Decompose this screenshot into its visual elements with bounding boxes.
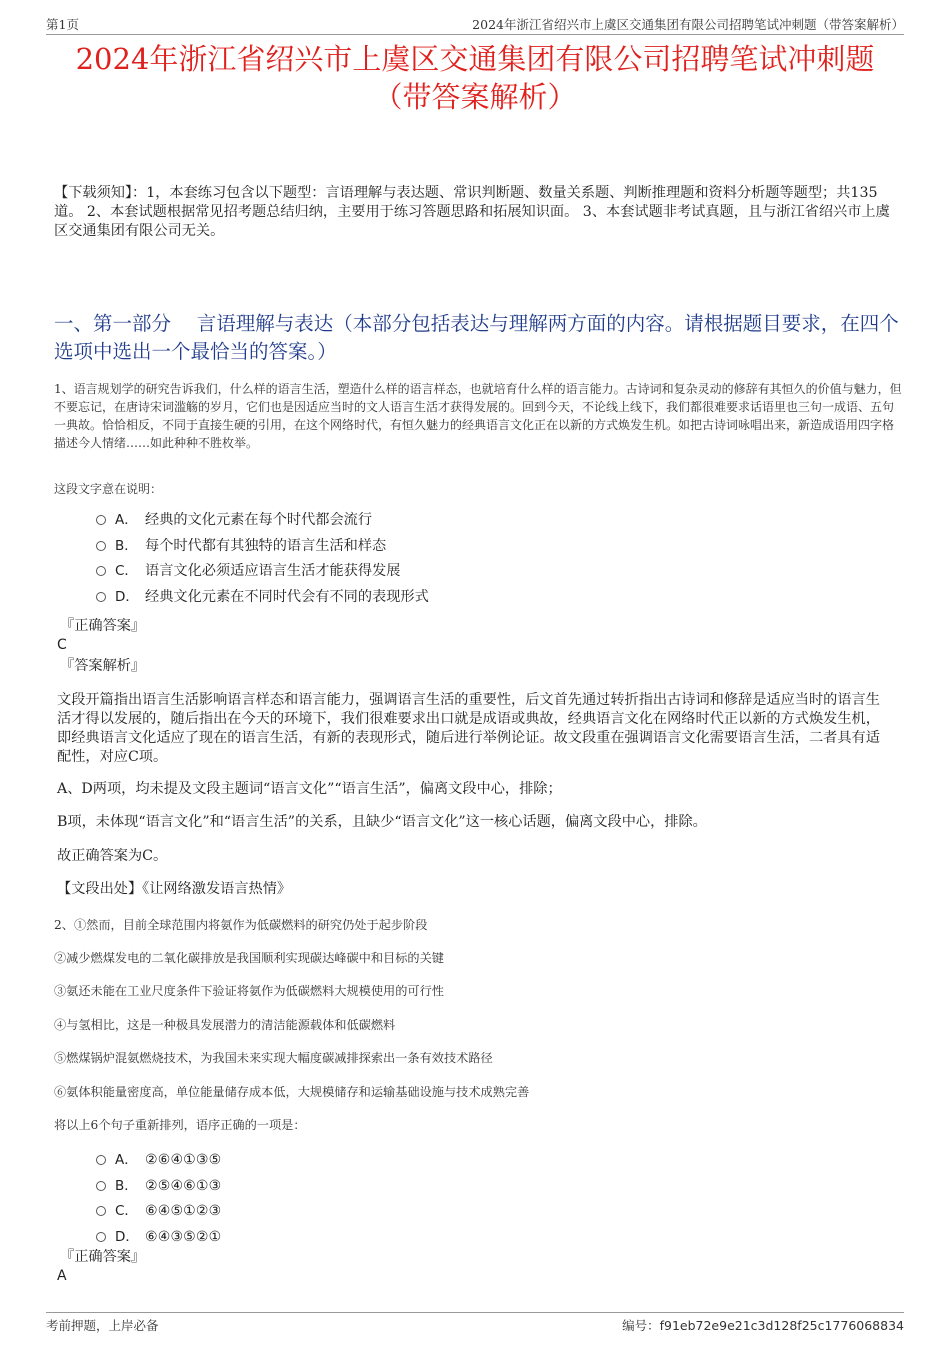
radio-icon[interactable] <box>96 1206 106 1216</box>
analysis-paragraph: A、D两项，均未提及文段主题词“语言文化”“语言生活”，偏离文段中心，排除； <box>57 781 562 797</box>
answer-value: A <box>57 1268 67 1284</box>
source-citation: 【文段出处】《让网络激发语言热情》 <box>57 881 292 897</box>
option-letter: A． <box>115 1152 138 1168</box>
footer-code-value: f91eb72e9e21c3d128f25c1776068834 <box>659 1318 904 1333</box>
option-text: ⑥④⑤①②③ <box>145 1203 222 1219</box>
option-letter: D． <box>115 588 139 605</box>
page-number: 第1页 <box>46 17 79 32</box>
page-header <box>46 14 904 35</box>
option-a[interactable] <box>96 508 429 534</box>
title-line-1: 2024年浙江省绍兴市上虞区交通集团有限公司招聘笔试冲刺题 <box>75 42 875 76</box>
answer-label: 『正确答案』 <box>60 618 146 634</box>
sentence-line: ⑥氨体积能量密度高，单位能量储存成本低，大规模储存和运输基础设施与技术成熟完善 <box>54 1085 530 1099</box>
running-title: 2024年浙江省绍兴市上虞区交通集团有限公司招聘笔试冲刺题（带答案解析） <box>472 17 904 32</box>
option-text: ⑥④③⑤②① <box>145 1228 222 1245</box>
option-text: 语言文化必须适应语言生活才能获得发展 <box>145 563 401 579</box>
option-text: 每个时代都有其独特的语言生活和样态 <box>145 537 387 554</box>
option-c[interactable] <box>96 559 429 585</box>
answer-label: 『正确答案』 <box>60 1249 146 1265</box>
question-1-text: 1、语言规划学的研究告诉我们，什么样的语言生活，塑造什么样的语言样态，也就培育什么样的语言能力。古诗词和复杂灵动的修辞有其恒久的价值与魅力，但不要忘记，在唐诗宋词滥觞的岁月，它们也是因适应当时的文人语言生活才获得发展的。回到今天，不论线上线下，我们都很难要求话语里也三句一成语、五句一典故。恰恰相反，不同于直接生硬的引用，在这个网络时代，有恒久魅力的经典语言文化正在以新的方式焕发生机。如把古诗词咏唱出来，新造成语用四字格描述今人情绪……如此种种不胜枚举。 <box>54 382 902 450</box>
sentence-line: ⑤燃煤锅炉混氨燃烧技术，为我国未来实现大幅度碳减排探索出一条有效技术路径 <box>54 1051 493 1065</box>
answer-value: C <box>57 637 67 653</box>
sentence-line: ③氨还未能在工业尺度条件下验证将氨作为低碳燃料大规模使用的可行性 <box>54 984 444 998</box>
radio-icon[interactable] <box>96 1232 106 1242</box>
analysis-label: 『答案解析』 <box>60 658 146 674</box>
option-letter: B． <box>115 537 138 554</box>
question-2-prompt: 将以上6个句子重新排列，语序正确的一项是： <box>54 1118 306 1132</box>
footer-code <box>622 1316 904 1334</box>
section-title: 一、第一部分 言语理解与表达（本部分包括表达与理解两方面的内容。请根据题目要求，在四个选项中选出一个最恰当的答案。） <box>54 312 899 363</box>
radio-icon[interactable] <box>96 1181 106 1191</box>
option-letter: C． <box>115 563 138 579</box>
option-letter: D． <box>115 1228 139 1245</box>
radio-icon[interactable] <box>96 566 106 576</box>
option-text: ②⑥④①③⑤ <box>145 1152 222 1168</box>
question-1-prompt: 这段文字意在说明： <box>54 482 163 496</box>
footer-code-label: 编号： <box>622 1318 660 1333</box>
analysis-paragraph: B项，未体现“语言文化”和“语言生活”的关系，且缺少“语言文化”这一核心话题，偏离文段中心，排除。 <box>57 814 707 830</box>
option-c[interactable] <box>96 1199 221 1225</box>
option-letter: B． <box>115 1177 138 1194</box>
analysis-conclusion: 故正确答案为C。 <box>57 848 168 864</box>
radio-icon[interactable] <box>96 541 106 551</box>
sentence-line: 2、①然而，目前全球范围内将氨作为低碳燃料的研究仍处于起步阶段 <box>54 918 428 932</box>
radio-icon[interactable] <box>96 592 106 602</box>
radio-icon[interactable] <box>96 515 106 525</box>
page-footer <box>46 1312 904 1333</box>
sentence-line: ④与氢相比，这是一种极具发展潜力的清洁能源载体和低碳燃料 <box>54 1018 396 1032</box>
option-d[interactable] <box>96 1225 221 1251</box>
option-text: 经典文化元素在不同时代会有不同的表现形式 <box>145 588 429 605</box>
document-title <box>40 40 910 116</box>
option-text: 经典的文化元素在每个时代都会流行 <box>145 512 373 528</box>
option-b[interactable] <box>96 1174 221 1200</box>
option-b[interactable] <box>96 534 429 560</box>
option-text: ②⑤④⑥①③ <box>145 1177 222 1194</box>
question-1-options <box>96 508 429 610</box>
footer-slogan: 考前押题，上岸必备 <box>46 1318 159 1333</box>
question-2-options <box>96 1148 221 1250</box>
option-letter: C． <box>115 1203 138 1219</box>
option-letter: A． <box>115 512 138 528</box>
option-a[interactable] <box>96 1148 221 1174</box>
download-notice: 【下载须知】：1，本套练习包含以下题型：言语理解与表达题、常识判断题、数量关系题、判断推理题和资料分析题等题型；共135道。 2、本套试题根据常见招考题总结归纳，主要用于练习答题思路和拓展知识面。 3、本套试题非考试真题，且与浙江省绍兴市上虞区交通集团有限公司无关。 <box>54 185 890 239</box>
title-line-2: （带答案解析） <box>373 80 577 114</box>
option-d[interactable] <box>96 585 429 611</box>
sentence-line: ②减少燃煤发电的二氧化碳排放是我国顺利实现碳达峰碳中和目标的关键 <box>54 951 444 965</box>
radio-icon[interactable] <box>96 1155 106 1165</box>
analysis-paragraph: 文段开篇指出语言生活影响语言样态和语言能力，强调语言生活的重要性，后文首先通过转折指出古诗词和修辞是适应当时的语言生活才得以发展的，随后指出在今天的环境下，我们很难要求出口就是成语或典故，经典语言文化在网络时代正以新的方式焕发生机，即经典语言文化适应了现在的语言生活，有新的表现形式，随后进行举例论证。故文段重在强调语言文化需要语言生活，二者具有适配性，对应C项。 <box>57 692 880 765</box>
